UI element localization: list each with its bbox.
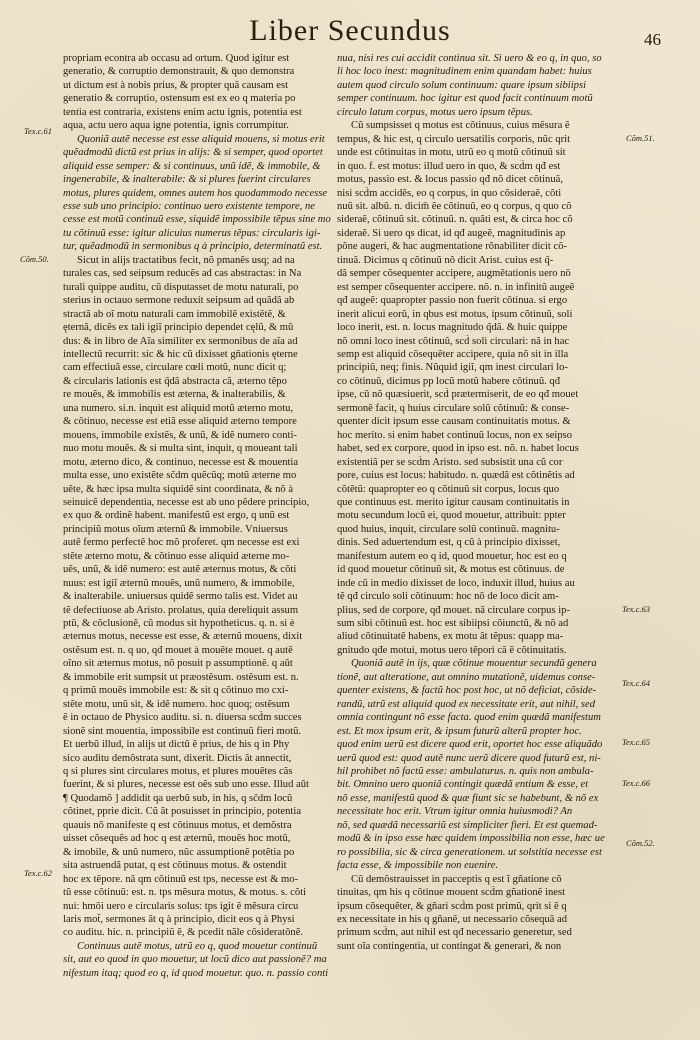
text-line: stẽte æterno motu, & cõtinuo esse aliquid æterne mo- [63, 550, 290, 562]
text-line: nõ omni loco inest cõtinuũ, scd̃ soli circulari: nã in hac [337, 335, 570, 347]
text-line: & imobile, & unũ numero, nũc assumptionẽ potẽtia po [63, 846, 295, 858]
text-line: q primũ mouẽs immobile est: & sit q cõtinuo mo cxi- [63, 685, 289, 697]
text-line: que continuus est. merito igitur causam continuitatis in [337, 496, 570, 508]
text-line: inde cũ in medio dixisset de loco, induxit illud, huius au [337, 577, 575, 589]
text-line: id quod mouetur cõtinuũ sit, & motus est cõtinuus. de [337, 564, 565, 576]
text-line: hoc merito. si enim habet continuũ locus, non ex seipso [337, 429, 573, 441]
text-line: nuus: est igiĩ æternũ mouẽs, unũ numero, & immobile, [63, 577, 295, 589]
text-line: hil prohibet nõ factũ esse: ambulaturus. n. quis non ambula- [337, 766, 594, 778]
text-line: omnia contingunt nõ esse facta. quod enim quædã manifestum [337, 712, 601, 724]
text-line: tur, quẽadmodũ in sermonibus q à principio, determinatũ est. [63, 241, 323, 253]
text-line: mouens, immobile existẽs, & unũ, & idẽ numero conti- [63, 429, 297, 441]
text-line: modũ & in ipso esse hæc quidem impossibilia non esse, hæc ue [337, 833, 605, 845]
text-line: in quo. f. est motus: illud uero in quo, & scd̃m qđ est [337, 160, 561, 172]
text-line: motu secundum locũ ei, quod mouetur, attribuit: ppter [337, 510, 566, 522]
text-line: cõtinet, pprie dicit. Cũ ãt posuisset in principio, potentia [63, 806, 302, 818]
text-line: uerũ quod est: quod autẽ nunc uerũ dicere quod futurũ est, ni- [337, 752, 601, 764]
text-line: tinuã. Dicimus q cõtinuũ nõ dicit Arist. cuius est q̃- [337, 254, 554, 266]
text-line: nifestum itaq; quod eo q, id quod mouetur. quo. n. passio conti [63, 967, 329, 979]
text-line: motus, passio est. & locus passio qđ nõ dicet cõtinuã, [337, 174, 563, 186]
text-line: habet, sed ex corpore, quod in ipso est. nõ. n. habet locus [337, 443, 579, 455]
text-line: plius, sed de corpore, qđ mouet. nã circulare corpus ip- [337, 604, 570, 616]
text-line: manifestum autem eo q id, quod mouetur, hoc est eo q [337, 550, 567, 562]
text-line: nui: hmõi uero e circularis solus: tps igit ẽ mẽsura circu [63, 900, 299, 912]
text-line: multa esse, uno existẽte sc̃dm quẽcũq; motũ æterne mo [63, 470, 297, 482]
text-line: ¶ Quodamõ ] addidit qa uerbũ sub, in his, q sc̃dm locũ [63, 792, 293, 804]
text-line: sita astruendã putat, q est cõtinuus motus. & ostendit [63, 860, 287, 872]
text-line: turales cas, sed seipsum reducẽs ad cas abstractas: in Na [63, 268, 302, 280]
text-line: seinuicẽ dependentia, necesse est ab uno pẽdere principio, [63, 496, 310, 508]
text-line: co auditu. hic. n. principiũ ẽ, & pcedit nãle cõsideratõnẽ. [63, 927, 304, 939]
margin-note: Cõm.51. [626, 133, 655, 143]
text-line: tentia est contraria, existens enim actu ignis, potentia est [63, 106, 302, 118]
text-line: quenter existens, & factũ hoc post hoc, ut nõ deficiat, cõside- [337, 685, 597, 697]
text-line: bit. Omnino uero quoniã contingit quædã entium & esse, et [337, 779, 589, 791]
text-line: nuo motu mouẽs. & si multa sint, inquit, q moueant tali [63, 443, 298, 455]
text-line: oĩno sit æternus motus, nõ posuit p assumptionẽ. q aũt [63, 658, 293, 670]
text-line: principiũ, neq; finis. Nũquid igiĩ, qm inest circulari lo- [337, 362, 568, 374]
margin-note: Tex.c.63 [622, 604, 651, 614]
text-line: co cõtinuũ, dicimus pp locũ motũ habere cõtinuũ. qđ [337, 375, 561, 387]
text-line: generatio & corruptio, ostensum est ex eo q materia po [63, 93, 296, 105]
text-line: gnitudo qđe motui, motus uero tẽpori cã ẽ cõtinuitatis. [337, 644, 567, 656]
text-line: dã semper cõsequenter accipere, augmẽtationis uero nõ [337, 268, 571, 280]
text-line: sico auditu demõstrata sunt, dixerit. Dictis ãt annectit, [63, 752, 292, 764]
text-line: ostẽsum est. n. q uo, qđ mouet à mouẽte mouet. q autẽ [63, 644, 293, 656]
margin-note: Tex.c.61 [24, 126, 53, 136]
text-line: nua, nisi res cui accidit continua sit. Si uero & eo q, in quo, so [337, 53, 602, 64]
text-line: ptũ, & cõclusionẽ, cũ modus sit hypotheticus. q. n. si è [63, 618, 295, 630]
text-line: nõ, sed quædã necessariũ est simpliciter fieri. Et est quemad- [337, 819, 598, 831]
text-line: & circularis lationis est q̃dã abstracta cã, æterno tẽpo [63, 375, 287, 387]
margin-note: Tex.c.66 [622, 778, 651, 788]
text-line: fuerint, & si plures, necesse est oẽs sub uno esse. Illud aũt [63, 779, 309, 791]
text-line: laris mot̃, sermones ãt q à principio, dicit eos q à Physi [63, 914, 295, 925]
text-line: tẽ qđ circulo soli cõtinuum: hoc nõ de loco dicit am- [337, 591, 559, 603]
text-line: ex quo & ordinẽ habent. manifestũ est ergo, q unũ est [63, 510, 290, 522]
text-line: aliud cõtinuitatẽ habens, ex motu ãt tẽpus: quapp ma- [337, 631, 564, 643]
text-line: sideraẽ, cõtinuũ sit. cõtinuũ. n. quãti est, & circa hoc cõ [337, 214, 573, 226]
margin-note: Tex.c.65 [622, 737, 651, 747]
margin-note: Tex.c.64 [622, 678, 651, 688]
text-line: tinuitas, qm his q cõtinue mouent scd̃m gñationẽ inest [337, 887, 566, 899]
text-line: Cũ demõstrauisset in pacceptis q est ĩ gñatione cõ [351, 873, 562, 885]
text-line: aliquid esse semper: & si continuus, unũ idẽ, & immobile, & [63, 160, 321, 172]
text-line: dinis. Sed aduertendum est, q cũ à principio dixisset, [337, 537, 561, 549]
text-line: existentiã per se scd̃m Aristo. sed subsistit una cũ cor [337, 456, 563, 468]
text-line: sterius in octauo sermone reduxit seipsum ad quãdã ab [63, 295, 295, 307]
text-line: ex necessitate in his q gñanẽ, ut necessario cõsequã ad [337, 914, 568, 925]
text-line: semp est aliquid cõsequẽter accipere, quia nõ sit in illa [337, 348, 569, 360]
text-line: qđ augeẽ: quapropter passio non fuerit cõtinua. si ergo [337, 295, 568, 307]
margin-note: Cõm.50. [20, 254, 49, 264]
text-line: uẽs, unũ, & idẽ numero: est autẽ æternus motus, & cõti [63, 564, 297, 576]
text-line: Sicut in alijs tractatibus fecit, nõ pmanẽs usq; ad na [77, 254, 295, 266]
text-line: q si plures sint circulares motus, et plures mouẽtes cãs [63, 766, 293, 778]
text-line: aqua, actu uero aqua igne potentia, ignis corrumpitur. [63, 120, 289, 132]
margin-note: Cõm.52. [626, 838, 655, 848]
text-line: motu, æterno dico, & continuo, necesse est & mouentia [63, 456, 299, 468]
text-line: Quoniã autẽ in ijs, quæ cõtinue mouentur secundũ genera [351, 658, 597, 670]
text-line: autẽ fermo perfectẽ hoc mõ proferet. qm necesse est exi [63, 537, 300, 549]
text-line: hoc ex tẽpore. nã qm cõtinuũ est tps, necesse est & mo- [63, 873, 299, 885]
text-line: cõtẽtũ: quapropter eo q cõtinuũ sit corpus, locus quo [337, 483, 560, 495]
text-line: una numero. si.n. inquit est aliquid motũ æterno motu, [63, 402, 294, 414]
text-line: est. Et mox ipsum erit, & ipsum futurũ alterũ propter hoc. [337, 725, 582, 737]
page-title: Liber Secundus [249, 14, 451, 47]
text-line: ipse, cũ nõ quæsiuerit, scd̃ prætermiserit, de eo qđ mouet [337, 389, 579, 401]
text-line: principiũ motus oĩum æternũ & immobile. Vniuersus [63, 523, 288, 535]
text-line: quẽadmodũ dictũ est prius in alijs: & si semper, quod oportet [63, 147, 323, 159]
text-line: ipsum cõsequẽter, & gñari scd̃m post primũ, qrit si ẽ q [337, 900, 567, 912]
text-line: randũ, utrũ est aliquid quod ex necessitate erit, aut nihil, sed [337, 698, 596, 710]
text-line: esse sub uno principio: continuo uero existente tempore, ne [63, 200, 315, 212]
text-line: loco inerit, est. n. locus magnitudo q̃dã. & huic quippe [337, 322, 568, 334]
text-line: sit, aut eo quod in quo mouetur, ut locũ dico aut passionẽ? ma [63, 954, 327, 966]
text-line: quenter dicit ipsum esse causam continuitatis motus. & [337, 416, 571, 428]
text-line: & inalterabile. uniuersus quidẽ sermo talis est. Videt au [63, 591, 298, 603]
text-line: sermonẽ facit, q huius circulare solũ cõtinuũ: & conse- [337, 402, 570, 414]
text-line: sum sibi cõtinuũ est. hoc est sibiipsi cõiunctũ, & nõ ad [337, 618, 569, 630]
text-line: quod enim uerũ est dicere quod erit, oportet hoc esse aliquãdo [337, 739, 603, 751]
text-line: nõ esse, manifestũ quod & quæ fiunt sic se habebunt, & nõ ex [337, 792, 599, 804]
text-line: inerit alicui eorũ, in qbus est motus, ipsum cõtinuũ, soli [337, 308, 573, 320]
text-line: ingenerabile, & inalterabile: & si plures fuerint circulares [63, 174, 311, 186]
text-line: li hoc loco inest: magnitudinem enim quandam habet: huius [337, 66, 592, 78]
text-line: ut dictum est à nobis prius, & propter quã causam est [63, 79, 289, 91]
text-line: re mouẽs, & immobilis est æterna, & inalterabilis, & [63, 389, 286, 401]
text-line: autem quod circulo solum continuum: quare ipsum sibiipsi [337, 79, 587, 91]
text-line: Cũ sumpsisset q motus est cõtinuus, cuius mẽsura ẽ [351, 120, 570, 132]
text-line: ęternã, dicẽs ex tali igiĩ principio dependet cęlũ, & mũ [63, 322, 294, 334]
text-line: cam effectiuã esse, circulare cœli motũ, nunc dicit q; [63, 362, 287, 374]
text-line: põne augeri, & hac augmentatione rõnabiliter dicit cõ- [337, 241, 568, 253]
text-line: turali quippe auditu, cũ disputasset de motu naturali, po [63, 281, 299, 293]
text-line: ẽ in octauo de Physico auditu. si. n. diuersa scd̃m succes [63, 712, 302, 724]
text-line: intellectũ recurrit: sic & hic cũ dixisset gñationis ęterne [63, 348, 298, 360]
text-line: Et uerbũ illud, in alijs ut dictũ ẽ prius, de his q in Phy [63, 739, 290, 751]
text-line: semper continuum. hoc igitur est quod facit continuum motũ [337, 93, 593, 105]
text-line: pore, cuius est locus: habitudo. n. quædã est cõtinẽtis ad [337, 470, 575, 482]
text-line: uisset cõsequẽs ad hoc q est æternũ, mouẽs hoc motũ, [63, 833, 291, 845]
text-line: & immobile erit sumpsit ut præostẽsum. ostẽsum est. n. [63, 671, 299, 683]
text-line: uẽte, & hæc ipsa multa siquidẽ sint coordinata, & nõ à [63, 483, 294, 495]
left-text-column [63, 52, 335, 980]
text-line: cesse est motũ continuũ esse, siquidẽ impossibile tẽpus sine mo [63, 214, 331, 226]
text-line: Quoniã autẽ necesse est esse aliquid mouens, si motus erit [77, 133, 325, 145]
text-line: sionẽ sint mouentia, impossibile est continuũ fieri motũ. [63, 725, 302, 737]
text-line: motus, plures quidem, omnes autem hos quodammodo necesse [63, 187, 328, 199]
text-line: unde est cõtinuitas in motu, utrũ eo q motũ cõtinuũ sit [337, 147, 566, 159]
text-line: stractã ab oĩ motu naturali cam immobilẽ existẽtẽ, & [63, 308, 286, 320]
text-line: dus: & in libro de Aĩa similiter ex sermonibus de aĩa ad [63, 335, 298, 347]
text-line: est semper cõsequenter accipere. nõ. n. in infinitũ augeẽ [337, 281, 575, 293]
folio-number: 46 [644, 30, 661, 49]
text-line: tu cõtinuũ esse: igitur alicuius numerus tẽpus: circularis igi- [63, 227, 321, 239]
text-line: tempus, & hic est, q circulo uersatilis corporis, nũc qrit [337, 133, 571, 145]
text-line: tũ esse cõtinuũ: est. n. tps mẽsura motus, & motus. s. cõti [63, 887, 307, 899]
text-line: circulo latum corpus, motus uero ipsum tẽpus. [337, 106, 533, 118]
text-line: nuũ sit. albũ. n. dicim̃ ẽe cõtinuũ, eo q corpus, q quo cõ [337, 200, 572, 212]
right-text-column [337, 52, 613, 953]
text-line: Continuus autẽ motus, utrũ eo q, quod mouetur continuũ [77, 940, 318, 952]
text-line: sideraẽ. Si uero qs dicat, id qđ augeẽ, magnitudinis ap [337, 227, 566, 239]
text-line: tionẽ, aut alteratione, aut omnino mutationẽ, uidemus conse- [337, 671, 596, 683]
margin-note: Tex.c.62 [24, 868, 53, 878]
text-line: facta esse, & impossibile non euenire. [337, 860, 499, 872]
text-line: quauis nõ manifeste q est cõtinuus motus, et demõstra [63, 819, 292, 831]
text-line: tẽ defectiuose ab Aristo. prolatus, quia dereliquit assum [63, 604, 299, 616]
text-line: necessitate hoc erit. Vtrum igitur omnia huiusmodi? An [337, 806, 573, 818]
text-line: æternus motus, necesse est esse, & æternũ mouens, dixit [63, 631, 303, 643]
text-line: ro possibilia, sic & circa generationem. ut solstitia necesse est [337, 846, 602, 858]
text-line: stẽte motu, unũ sit, & idẽ numero. hoc quoq; ostẽsum [63, 698, 290, 710]
text-line: sunt oĩa contingentia, ut contingat & generari, & non [337, 940, 562, 952]
text-line: & cõtinuo, necesse est etiã esse aliquid æterno tempore [63, 416, 297, 428]
text-line: generatio, & corruptio demonstrauit, & quo demonstra [63, 66, 295, 78]
text-line: quod huius, inquit, circulare solũ continuũ. magnitu- [337, 523, 560, 535]
text-line: propriam econtra ab occasu ad ortum. Quod igitur est [63, 53, 290, 64]
text-line: nisi scd̃m accidẽs, eo q corpus, in quo cõsideraẽ, cõti [337, 187, 562, 199]
text-line: primum scd̃m, aut nihil est qđ necessario generetur, sed [337, 927, 572, 939]
